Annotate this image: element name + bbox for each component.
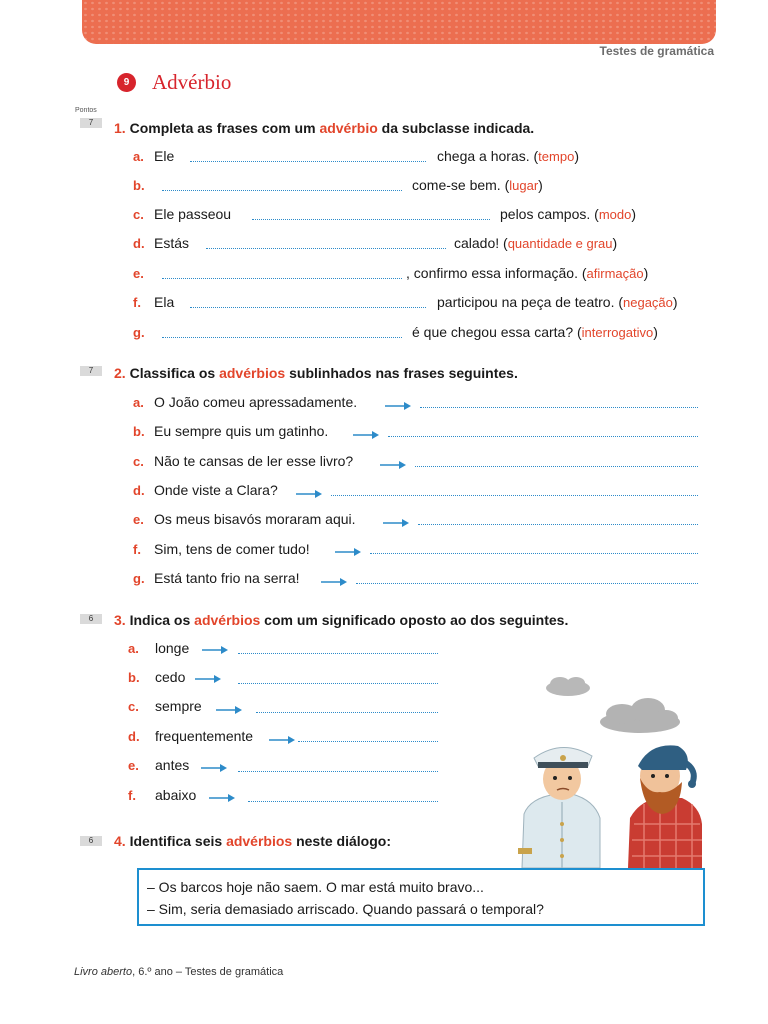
item-letter: e. — [133, 266, 144, 281]
arrow-right-icon — [194, 674, 222, 684]
arrow-right-icon — [295, 489, 323, 499]
arrow-right-icon — [200, 763, 228, 773]
answer-line[interactable] — [252, 218, 490, 220]
item-letter: a. — [133, 149, 144, 164]
arrow-right-icon — [208, 793, 236, 803]
sailors-illustration — [510, 674, 716, 868]
answer-line[interactable] — [331, 494, 698, 496]
item-text-after: calado! (quantidade e grau) — [454, 235, 618, 251]
arrow-right-icon — [201, 645, 229, 655]
item-letter: d. — [133, 483, 145, 498]
item-text: Os meus bisavós moraram aqui. — [154, 511, 356, 527]
header-section-title: Testes de gramática — [599, 44, 714, 58]
item-text: Não te cansas de ler esse livro? — [154, 453, 354, 469]
dialogue-line: – Sim, seria demasiado arriscado. Quando passará o temporal? — [147, 901, 544, 917]
q3-title: 3. Indica os advérbios com um significado oposto ao dos seguintes. — [114, 612, 569, 628]
answer-line[interactable] — [238, 682, 438, 684]
item-letter: c. — [133, 207, 144, 222]
answer-line[interactable] — [206, 247, 446, 249]
q4-title: 4. Identifica seis advérbios neste diálogo: — [114, 833, 391, 849]
item-letter: d. — [128, 729, 140, 744]
item-letter: g. — [133, 571, 145, 586]
item-text-after: come-se bem. (lugar) — [412, 177, 543, 193]
item-text-after: chega a horas. (tempo) — [437, 148, 579, 164]
item-text-before: Ela — [154, 294, 175, 310]
item-text-before: Estás — [154, 235, 190, 251]
bearded-sailor-figure — [628, 745, 702, 868]
dialogue-box — [137, 868, 705, 926]
dialogue-line: – Os barcos hoje não saem. O mar está muito bravo... — [147, 879, 484, 895]
page-footer: Livro aberto, 6.º ano – Testes de gramática — [74, 966, 284, 978]
answer-line[interactable] — [190, 306, 426, 308]
cloud-icon — [600, 698, 680, 733]
answer-line[interactable] — [298, 740, 438, 742]
item-letter: a. — [128, 641, 139, 656]
item-letter: b. — [128, 670, 140, 685]
item-text: frequentemente — [155, 728, 254, 744]
item-text-after: pelos campos. (modo) — [500, 206, 637, 222]
answer-line[interactable] — [190, 160, 426, 162]
item-text-after: , confirmo essa informação. (afirmação) — [406, 265, 649, 281]
answer-line[interactable] — [420, 406, 698, 408]
item-letter: d. — [133, 236, 145, 251]
answer-line[interactable] — [256, 711, 438, 713]
answer-line[interactable] — [238, 770, 438, 772]
item-text: Está tanto frio na serra! — [154, 570, 300, 586]
arrow-right-icon — [384, 401, 412, 411]
cloud-icon — [546, 677, 590, 696]
q2-points-box: 7 — [80, 366, 102, 376]
item-text: sempre — [155, 698, 202, 714]
item-text-before: Ele passeou — [154, 206, 232, 222]
item-letter: c. — [128, 699, 139, 714]
answer-line[interactable] — [162, 277, 402, 279]
item-text: Onde viste a Clara? — [154, 482, 278, 498]
unit-number-badge: 9 — [117, 73, 136, 92]
header-banner — [82, 0, 716, 44]
answer-line[interactable] — [162, 189, 402, 191]
answer-line[interactable] — [162, 336, 402, 338]
item-text-before: Ele — [154, 148, 175, 164]
q3-points-box: 6 — [80, 614, 102, 624]
page-title: Advérbio — [152, 70, 232, 94]
answer-line[interactable] — [248, 800, 438, 802]
item-text: cedo — [155, 669, 186, 685]
arrow-right-icon — [382, 518, 410, 528]
item-text: Eu sempre quis um gatinho. — [154, 423, 329, 439]
item-text: abaixo — [155, 787, 197, 803]
item-text: antes — [155, 757, 190, 773]
q1-title: 1. Completa as frases com um advérbio da subclasse indicada. — [114, 120, 535, 136]
item-letter: e. — [128, 758, 139, 773]
answer-line[interactable] — [370, 552, 698, 554]
points-column-label: Pontos — [75, 107, 97, 114]
q2-title: 2. Classifica os advérbios sublinhados nas frases seguintes. — [114, 365, 518, 381]
item-text-after: é que chegou essa carta? (interrogativo) — [412, 324, 658, 340]
item-text: longe — [155, 640, 190, 656]
q1-points-box: 7 — [80, 118, 102, 128]
item-text-after: participou na peça de teatro. (negação) — [437, 294, 678, 310]
item-letter: f. — [133, 542, 141, 557]
item-letter: g. — [133, 325, 145, 340]
answer-line[interactable] — [388, 435, 698, 437]
item-letter: f. — [128, 788, 136, 803]
arrow-right-icon — [320, 577, 348, 587]
captain-figure — [518, 747, 600, 868]
item-letter: e. — [133, 512, 144, 527]
arrow-right-icon — [352, 430, 380, 440]
q4-points-box: 6 — [80, 836, 102, 846]
item-letter: b. — [133, 424, 145, 439]
answer-line[interactable] — [418, 523, 698, 525]
item-text: O João comeu apressadamente. — [154, 394, 358, 410]
arrow-right-icon — [215, 705, 243, 715]
item-text: Sim, tens de comer tudo! — [154, 541, 310, 557]
arrow-right-icon — [379, 460, 407, 470]
item-letter: b. — [133, 178, 145, 193]
arrow-right-icon — [268, 735, 296, 745]
answer-line[interactable] — [238, 652, 438, 654]
answer-line[interactable] — [356, 582, 698, 584]
item-letter: f. — [133, 295, 141, 310]
arrow-right-icon — [334, 547, 362, 557]
item-letter: c. — [133, 454, 144, 469]
answer-line[interactable] — [415, 465, 698, 467]
item-letter: a. — [133, 395, 144, 410]
